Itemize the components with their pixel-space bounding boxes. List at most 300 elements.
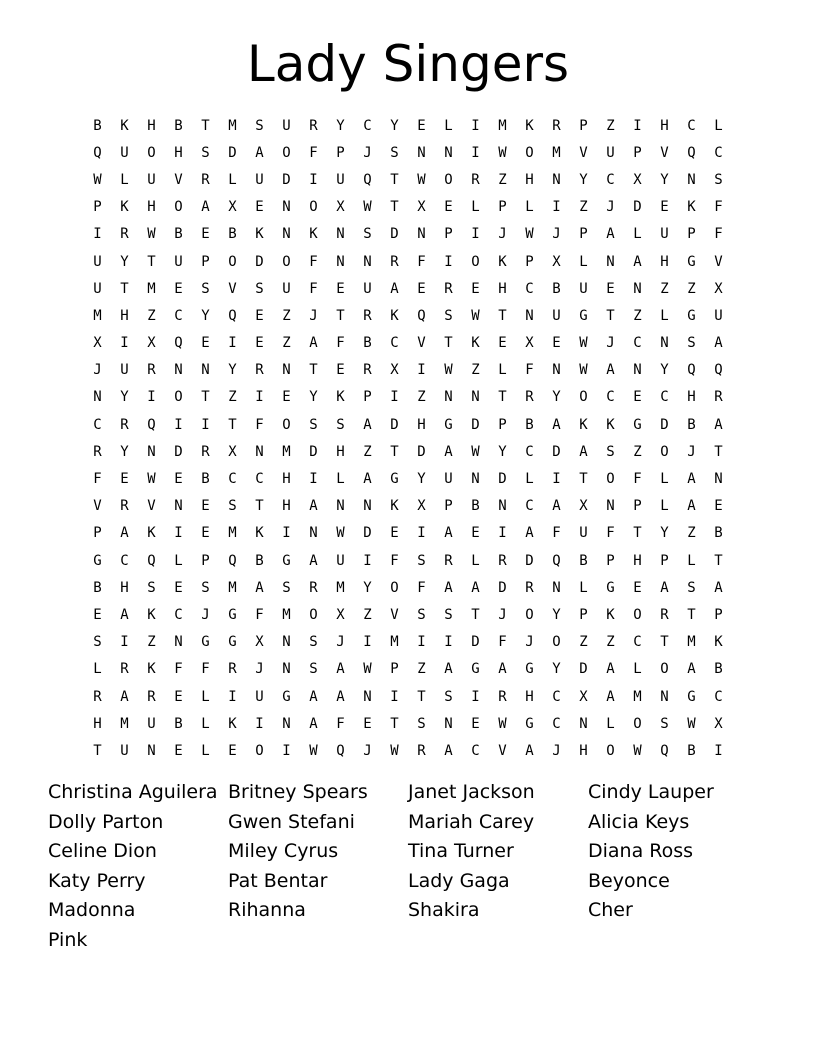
grid-letter: C bbox=[633, 335, 642, 352]
grid-letter: R bbox=[120, 498, 129, 515]
grid-letter: E bbox=[714, 498, 723, 515]
grid-letter: R bbox=[93, 688, 102, 705]
grid-letter: Q bbox=[687, 144, 696, 161]
grid-letter: A bbox=[336, 661, 345, 678]
grid-letter: F bbox=[336, 335, 345, 352]
grid-row bbox=[84, 683, 732, 710]
grid-letter: T bbox=[633, 525, 642, 542]
grid-letter: N bbox=[525, 307, 534, 324]
grid-letter: M bbox=[687, 634, 696, 651]
grid-letter: C bbox=[120, 552, 129, 569]
grid-letter: N bbox=[93, 389, 102, 406]
grid-letter: H bbox=[120, 307, 129, 324]
grid-letter: X bbox=[228, 443, 237, 460]
grid-letter: Z bbox=[417, 661, 426, 678]
grid-letter: E bbox=[201, 226, 210, 243]
grid-letter: D bbox=[282, 171, 291, 188]
grid-letter: C bbox=[714, 688, 723, 705]
grid-letter: F bbox=[309, 280, 318, 297]
grid-letter: G bbox=[93, 552, 102, 569]
grid-letter: Z bbox=[687, 525, 696, 542]
word-list-item: Beyonce bbox=[588, 869, 670, 892]
grid-letter: S bbox=[309, 634, 318, 651]
grid-letter: Q bbox=[336, 742, 345, 759]
grid-letter: W bbox=[309, 742, 318, 759]
grid-letter: M bbox=[147, 280, 156, 297]
word-list-item: Celine Dion bbox=[48, 840, 157, 863]
grid-letter: S bbox=[417, 552, 426, 569]
grid-letter: D bbox=[660, 416, 669, 433]
grid-letter: L bbox=[525, 471, 534, 488]
grid-letter: C bbox=[525, 280, 534, 297]
grid-letter: T bbox=[120, 280, 129, 297]
grid-letter: S bbox=[309, 661, 318, 678]
grid-letter: Y bbox=[660, 362, 669, 379]
grid-letter: K bbox=[255, 226, 264, 243]
grid-letter: E bbox=[174, 471, 183, 488]
grid-letter: F bbox=[606, 525, 615, 542]
grid-letter: M bbox=[552, 144, 561, 161]
grid-letter: F bbox=[633, 471, 642, 488]
grid-letter: N bbox=[255, 443, 264, 460]
grid-letter: F bbox=[498, 634, 507, 651]
grid-letter: O bbox=[282, 253, 291, 270]
grid-letter: E bbox=[471, 280, 480, 297]
grid-letter: T bbox=[336, 307, 345, 324]
grid-letter: N bbox=[282, 715, 291, 732]
grid-letter: E bbox=[336, 280, 345, 297]
grid-letter: F bbox=[309, 144, 318, 161]
grid-letter: T bbox=[390, 715, 399, 732]
grid-letter: B bbox=[255, 552, 264, 569]
grid-letter: B bbox=[174, 715, 183, 732]
grid-letter: F bbox=[93, 471, 102, 488]
grid-letter: I bbox=[444, 634, 453, 651]
grid-letter: X bbox=[255, 634, 264, 651]
grid-letter: B bbox=[228, 226, 237, 243]
grid-letter: F bbox=[714, 226, 723, 243]
grid-letter: L bbox=[201, 742, 210, 759]
grid-letter: O bbox=[606, 742, 615, 759]
grid-letter: U bbox=[363, 280, 372, 297]
grid-letter: A bbox=[552, 416, 561, 433]
grid-letter: Q bbox=[687, 362, 696, 379]
word-list-item: Gwen Stefani bbox=[228, 810, 355, 833]
grid-letter: C bbox=[714, 144, 723, 161]
grid-letter: Z bbox=[228, 389, 237, 406]
grid-letter: C bbox=[660, 389, 669, 406]
grid-letter: G bbox=[201, 634, 210, 651]
grid-letter: C bbox=[606, 171, 615, 188]
grid-letter: Z bbox=[633, 307, 642, 324]
grid-letter: A bbox=[498, 661, 507, 678]
grid-letter: T bbox=[390, 171, 399, 188]
word-search-grid bbox=[84, 112, 732, 765]
grid-letter: U bbox=[552, 307, 561, 324]
grid-letter: T bbox=[687, 606, 696, 623]
grid-letter: S bbox=[309, 416, 318, 433]
grid-letter: U bbox=[579, 525, 588, 542]
grid-letter: E bbox=[174, 579, 183, 596]
grid-letter: Y bbox=[552, 606, 561, 623]
grid-letter: P bbox=[444, 226, 453, 243]
grid-letter: U bbox=[120, 362, 129, 379]
grid-letter: R bbox=[444, 552, 453, 569]
page-title: Lady Singers bbox=[246, 35, 570, 93]
grid-letter: O bbox=[282, 416, 291, 433]
grid-letter: G bbox=[444, 416, 453, 433]
grid-row bbox=[84, 710, 732, 737]
grid-letter: E bbox=[255, 307, 264, 324]
grid-letter: A bbox=[336, 688, 345, 705]
grid-letter: G bbox=[282, 552, 291, 569]
grid-letter: X bbox=[579, 688, 588, 705]
grid-letter: R bbox=[714, 389, 723, 406]
grid-letter: B bbox=[687, 416, 696, 433]
grid-letter: N bbox=[417, 226, 426, 243]
grid-letter: G bbox=[390, 471, 399, 488]
grid-letter: K bbox=[147, 661, 156, 678]
grid-letter: N bbox=[660, 688, 669, 705]
grid-letter: S bbox=[201, 579, 210, 596]
grid-letter: U bbox=[336, 552, 345, 569]
grid-letter: Z bbox=[363, 443, 372, 460]
grid-letter: T bbox=[309, 362, 318, 379]
grid-letter: N bbox=[147, 443, 156, 460]
grid-letter: V bbox=[390, 606, 399, 623]
grid-letter: K bbox=[687, 199, 696, 216]
grid-letter: P bbox=[363, 389, 372, 406]
grid-letter: K bbox=[525, 117, 534, 134]
grid-letter: W bbox=[444, 362, 453, 379]
grid-letter: E bbox=[120, 471, 129, 488]
grid-letter: P bbox=[390, 661, 399, 678]
grid-letter: A bbox=[201, 199, 210, 216]
word-list-item: Madonna bbox=[48, 899, 136, 922]
grid-letter: A bbox=[687, 661, 696, 678]
grid-letter: O bbox=[444, 171, 453, 188]
grid-letter: E bbox=[174, 688, 183, 705]
grid-letter: C bbox=[174, 606, 183, 623]
grid-letter: E bbox=[444, 199, 453, 216]
grid-letter: C bbox=[363, 117, 372, 134]
grid-letter: P bbox=[201, 552, 210, 569]
grid-letter: E bbox=[471, 715, 480, 732]
grid-letter: V bbox=[174, 171, 183, 188]
grid-letter: Y bbox=[552, 661, 561, 678]
grid-letter: E bbox=[606, 280, 615, 297]
grid-letter: F bbox=[552, 525, 561, 542]
grid-letter: A bbox=[579, 443, 588, 460]
grid-letter: O bbox=[390, 579, 399, 596]
grid-letter: M bbox=[228, 525, 237, 542]
grid-letter: H bbox=[282, 471, 291, 488]
grid-letter: C bbox=[525, 498, 534, 515]
grid-letter: C bbox=[390, 335, 399, 352]
grid-letter: L bbox=[201, 688, 210, 705]
grid-letter: K bbox=[606, 416, 615, 433]
grid-letter: Z bbox=[606, 117, 615, 134]
grid-letter: O bbox=[282, 144, 291, 161]
grid-letter: I bbox=[201, 416, 210, 433]
grid-letter: R bbox=[309, 579, 318, 596]
grid-letter: S bbox=[201, 144, 210, 161]
grid-letter: Q bbox=[93, 144, 102, 161]
grid-letter: N bbox=[363, 688, 372, 705]
grid-letter: B bbox=[714, 525, 723, 542]
grid-letter: E bbox=[417, 280, 426, 297]
grid-letter: A bbox=[714, 416, 723, 433]
grid-letter: R bbox=[120, 416, 129, 433]
grid-row bbox=[84, 656, 732, 683]
grid-letter: H bbox=[120, 579, 129, 596]
grid-letter: S bbox=[417, 606, 426, 623]
grid-letter: L bbox=[336, 471, 345, 488]
grid-letter: J bbox=[201, 606, 210, 623]
grid-letter: Z bbox=[633, 443, 642, 460]
grid-letter: D bbox=[471, 634, 480, 651]
grid-letter: S bbox=[93, 634, 102, 651]
grid-letter: I bbox=[255, 389, 264, 406]
word-list-item: Shakira bbox=[408, 899, 480, 922]
grid-letter: H bbox=[579, 742, 588, 759]
grid-letter: I bbox=[417, 525, 426, 542]
grid-letter: L bbox=[633, 226, 642, 243]
grid-letter: T bbox=[390, 199, 399, 216]
grid-letter: C bbox=[606, 389, 615, 406]
grid-letter: W bbox=[471, 443, 480, 460]
grid-letter: F bbox=[174, 661, 183, 678]
grid-letter: X bbox=[390, 362, 399, 379]
grid-letter: J bbox=[255, 661, 264, 678]
grid-letter: L bbox=[579, 253, 588, 270]
grid-letter: B bbox=[552, 280, 561, 297]
grid-row bbox=[84, 357, 732, 384]
grid-row bbox=[84, 275, 732, 302]
word-list bbox=[48, 778, 768, 956]
grid-letter: T bbox=[255, 498, 264, 515]
grid-letter: R bbox=[147, 688, 156, 705]
grid-letter: O bbox=[633, 606, 642, 623]
grid-letter: Z bbox=[660, 280, 669, 297]
grid-letter: P bbox=[498, 416, 507, 433]
grid-letter: H bbox=[498, 280, 507, 297]
grid-letter: Q bbox=[228, 307, 237, 324]
grid-letter: X bbox=[525, 335, 534, 352]
grid-letter: U bbox=[255, 171, 264, 188]
grid-letter: B bbox=[174, 117, 183, 134]
grid-letter: Y bbox=[660, 171, 669, 188]
grid-letter: Z bbox=[606, 634, 615, 651]
grid-letter: Z bbox=[579, 634, 588, 651]
grid-letter: N bbox=[282, 634, 291, 651]
grid-letter: R bbox=[201, 171, 210, 188]
grid-letter: N bbox=[552, 579, 561, 596]
grid-letter: S bbox=[687, 579, 696, 596]
grid-letter: T bbox=[714, 552, 723, 569]
grid-letter: Z bbox=[147, 307, 156, 324]
grid-letter: L bbox=[714, 117, 723, 134]
grid-letter: E bbox=[174, 742, 183, 759]
grid-letter: X bbox=[552, 253, 561, 270]
grid-letter: X bbox=[714, 280, 723, 297]
grid-letter: D bbox=[255, 253, 264, 270]
grid-letter: X bbox=[714, 715, 723, 732]
grid-letter: V bbox=[579, 144, 588, 161]
grid-letter: I bbox=[174, 416, 183, 433]
grid-letter: N bbox=[174, 362, 183, 379]
grid-letter: Y bbox=[228, 362, 237, 379]
grid-letter: C bbox=[174, 307, 183, 324]
grid-row bbox=[84, 330, 732, 357]
grid-letter: P bbox=[525, 253, 534, 270]
grid-letter: R bbox=[147, 362, 156, 379]
grid-letter: O bbox=[471, 253, 480, 270]
grid-letter: M bbox=[228, 579, 237, 596]
grid-letter: H bbox=[174, 144, 183, 161]
grid-letter: E bbox=[255, 199, 264, 216]
grid-letter: S bbox=[444, 606, 453, 623]
grid-letter: I bbox=[471, 144, 480, 161]
grid-letter: I bbox=[282, 525, 291, 542]
grid-letter: N bbox=[174, 634, 183, 651]
grid-letter: U bbox=[93, 280, 102, 297]
grid-letter: I bbox=[93, 226, 102, 243]
grid-letter: K bbox=[579, 416, 588, 433]
grid-letter: O bbox=[309, 606, 318, 623]
grid-letter: U bbox=[147, 171, 156, 188]
grid-letter: L bbox=[444, 117, 453, 134]
grid-letter: Z bbox=[579, 199, 588, 216]
grid-letter: F bbox=[390, 552, 399, 569]
grid-letter: B bbox=[471, 498, 480, 515]
grid-letter: V bbox=[660, 144, 669, 161]
grid-row bbox=[84, 465, 732, 492]
grid-letter: P bbox=[633, 144, 642, 161]
grid-letter: B bbox=[714, 661, 723, 678]
grid-letter: H bbox=[147, 199, 156, 216]
grid-letter: R bbox=[660, 606, 669, 623]
grid-letter: K bbox=[471, 335, 480, 352]
grid-letter: N bbox=[552, 171, 561, 188]
grid-letter: I bbox=[471, 117, 480, 134]
grid-letter: B bbox=[363, 335, 372, 352]
grid-letter: N bbox=[201, 362, 210, 379]
grid-letter: E bbox=[228, 742, 237, 759]
grid-letter: D bbox=[498, 579, 507, 596]
word-list-item: Cher bbox=[588, 899, 633, 922]
grid-letter: Q bbox=[552, 552, 561, 569]
grid-letter: E bbox=[282, 389, 291, 406]
grid-letter: G bbox=[633, 416, 642, 433]
grid-letter: N bbox=[147, 742, 156, 759]
grid-letter: S bbox=[363, 226, 372, 243]
grid-letter: X bbox=[228, 199, 237, 216]
grid-letter: R bbox=[363, 362, 372, 379]
grid-letter: Z bbox=[471, 362, 480, 379]
grid-letter: P bbox=[579, 606, 588, 623]
grid-letter: Q bbox=[147, 552, 156, 569]
grid-letter: J bbox=[498, 606, 507, 623]
grid-letter: A bbox=[255, 579, 264, 596]
grid-letter: R bbox=[444, 280, 453, 297]
grid-letter: N bbox=[336, 498, 345, 515]
grid-letter: O bbox=[228, 253, 237, 270]
grid-letter: G bbox=[471, 661, 480, 678]
grid-letter: W bbox=[363, 199, 372, 216]
grid-letter: L bbox=[660, 498, 669, 515]
grid-letter: U bbox=[255, 688, 264, 705]
grid-letter: L bbox=[660, 307, 669, 324]
grid-row bbox=[84, 194, 732, 221]
grid-letter: Z bbox=[687, 280, 696, 297]
grid-letter: M bbox=[390, 634, 399, 651]
grid-letter: N bbox=[714, 471, 723, 488]
grid-letter: K bbox=[147, 525, 156, 542]
grid-letter: H bbox=[147, 117, 156, 134]
grid-letter: H bbox=[633, 552, 642, 569]
grid-letter: W bbox=[579, 335, 588, 352]
grid-letter: R bbox=[228, 661, 237, 678]
word-list-item: Katy Perry bbox=[48, 869, 146, 892]
grid-letter: L bbox=[633, 661, 642, 678]
grid-letter: J bbox=[525, 634, 534, 651]
grid-letter: B bbox=[201, 471, 210, 488]
grid-letter: I bbox=[714, 742, 723, 759]
grid-letter: V bbox=[417, 335, 426, 352]
grid-letter: E bbox=[93, 606, 102, 623]
grid-letter: P bbox=[714, 606, 723, 623]
grid-row bbox=[84, 493, 732, 520]
grid-letter: S bbox=[255, 280, 264, 297]
grid-letter: Q bbox=[417, 307, 426, 324]
grid-letter: O bbox=[174, 389, 183, 406]
grid-letter: R bbox=[201, 443, 210, 460]
grid-letter: U bbox=[606, 144, 615, 161]
grid-letter: H bbox=[336, 443, 345, 460]
grid-letter: A bbox=[309, 498, 318, 515]
grid-letter: X bbox=[579, 498, 588, 515]
grid-letter: A bbox=[309, 552, 318, 569]
grid-row bbox=[84, 520, 732, 547]
grid-letter: E bbox=[498, 335, 507, 352]
grid-letter: T bbox=[606, 307, 615, 324]
grid-letter: I bbox=[120, 634, 129, 651]
grid-letter: E bbox=[201, 498, 210, 515]
grid-letter: O bbox=[525, 144, 534, 161]
grid-letter: F bbox=[255, 606, 264, 623]
grid-letter: J bbox=[498, 226, 507, 243]
grid-letter: A bbox=[714, 335, 723, 352]
grid-letter: A bbox=[606, 661, 615, 678]
grid-letter: L bbox=[201, 715, 210, 732]
grid-letter: I bbox=[390, 389, 399, 406]
grid-letter: K bbox=[498, 253, 507, 270]
grid-letter: T bbox=[93, 742, 102, 759]
grid-letter: F bbox=[417, 253, 426, 270]
grid-letter: E bbox=[174, 280, 183, 297]
grid-letter: N bbox=[444, 144, 453, 161]
grid-letter: N bbox=[633, 362, 642, 379]
grid-letter: I bbox=[363, 552, 372, 569]
grid-letter: Y bbox=[498, 443, 507, 460]
word-list-item: Rihanna bbox=[228, 899, 306, 922]
grid-letter: N bbox=[282, 661, 291, 678]
grid-letter: L bbox=[471, 199, 480, 216]
grid-letter: M bbox=[93, 307, 102, 324]
grid-letter: P bbox=[93, 525, 102, 542]
grid-letter: X bbox=[417, 498, 426, 515]
